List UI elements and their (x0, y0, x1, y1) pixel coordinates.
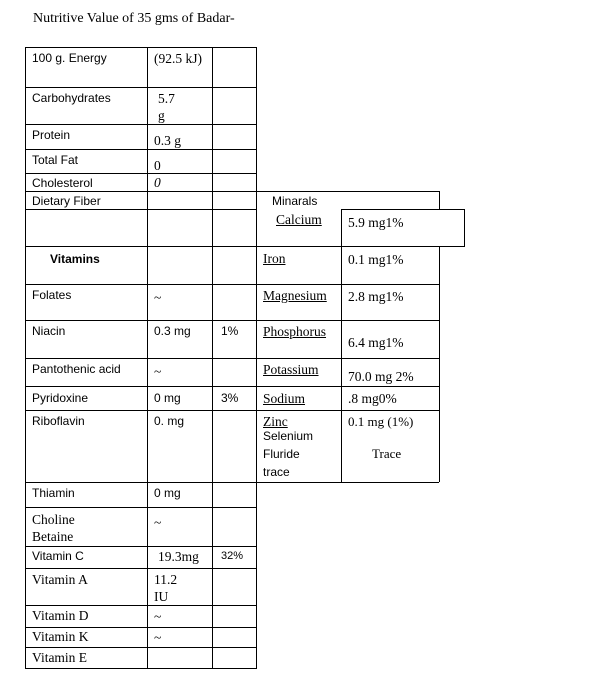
choline-betaine-label: Choline Betaine (32, 512, 75, 544)
vitamin-a-value: 11.2 IU (154, 572, 178, 604)
total-fat-value: 0 (154, 158, 161, 173)
minerals-header: Minarals (272, 194, 318, 208)
sodium-label: Sodium (263, 391, 306, 406)
calcium-value: 5.9 mg1% (348, 215, 404, 230)
potassium-label: Potassium (263, 362, 319, 377)
vitamin-c-label: Vitamin C (32, 549, 84, 563)
zinc-label: Zinc (263, 414, 288, 429)
magnesium-label: Magnesium (263, 288, 327, 303)
sodium-value: .8 mg0% (348, 391, 397, 406)
trace-note: trace (263, 465, 290, 479)
niacin-pct: 1% (221, 324, 239, 338)
folates-label: Folates (32, 288, 72, 302)
fluride-label: Fluride (263, 447, 300, 461)
thiamin-value: 0 mg (154, 486, 181, 500)
protein-value: 0.3 g (154, 133, 181, 148)
pyridoxine-label: Pyridoxine (32, 391, 89, 405)
vitamin-k-label: Vitamin K (32, 629, 89, 644)
niacin-value: 0.3 mg (154, 324, 191, 338)
vitamin-d-label: Vitamin D (32, 608, 89, 623)
folates-value: ~ (154, 290, 162, 305)
vitamins-header: Vitamins (50, 252, 100, 266)
pantothenic-acid-value: ~ (154, 364, 162, 379)
phosphorus-label: Phosphorus (263, 324, 327, 339)
pyridoxine-value: 0 mg (154, 391, 181, 405)
energy-label: 100 g. Energy (32, 51, 107, 65)
selenium-label: Selenium (263, 429, 314, 443)
energy-value: (92.5 kJ) (154, 51, 202, 66)
magnesium-value: 2.8 mg1% (348, 289, 404, 304)
calcium-label: Calcium (276, 212, 322, 227)
carbohydrates-value: 5.7 g (158, 91, 175, 123)
vitamin-c-pct: 32% (221, 550, 244, 562)
potassium-value: 70.0 mg 2% (348, 369, 414, 384)
phosphorus-value: 6.4 mg1% (348, 335, 404, 350)
pantothenic-acid-label: Pantothenic acid (32, 362, 121, 376)
carbohydrates-label: Carbohydrates (32, 91, 111, 105)
cholesterol-label: Cholesterol (32, 176, 93, 190)
niacin-label: Niacin (32, 324, 66, 338)
vitamin-a-label: Vitamin A (32, 572, 88, 587)
trace-value: Trace (372, 446, 402, 461)
protein-label: Protein (32, 128, 71, 142)
cholesterol-value: 0 (154, 175, 161, 190)
vitamin-e-label: Vitamin E (32, 650, 88, 665)
vitamin-d-value: ~ (154, 609, 162, 624)
iron-value: 0.1 mg1% (348, 252, 404, 267)
vitamin-c-value: 19.3mg (158, 549, 199, 564)
vitamin-k-value: ~ (154, 630, 162, 645)
zinc-value: 0.1 mg (1%) (348, 414, 414, 429)
dietary-fiber-label: Dietary Fiber (32, 194, 101, 208)
choline-betaine-value: ~ (154, 515, 162, 530)
pyridoxine-pct: 3% (221, 391, 239, 405)
thiamin-label: Thiamin (32, 486, 75, 500)
riboflavin-label: Riboflavin (32, 414, 85, 428)
total-fat-label: Total Fat (32, 153, 79, 167)
iron-label: Iron (263, 251, 286, 266)
page-title: Nutritive Value of 35 gms of Badar- (33, 11, 235, 26)
riboflavin-value: 0. mg (154, 414, 185, 428)
